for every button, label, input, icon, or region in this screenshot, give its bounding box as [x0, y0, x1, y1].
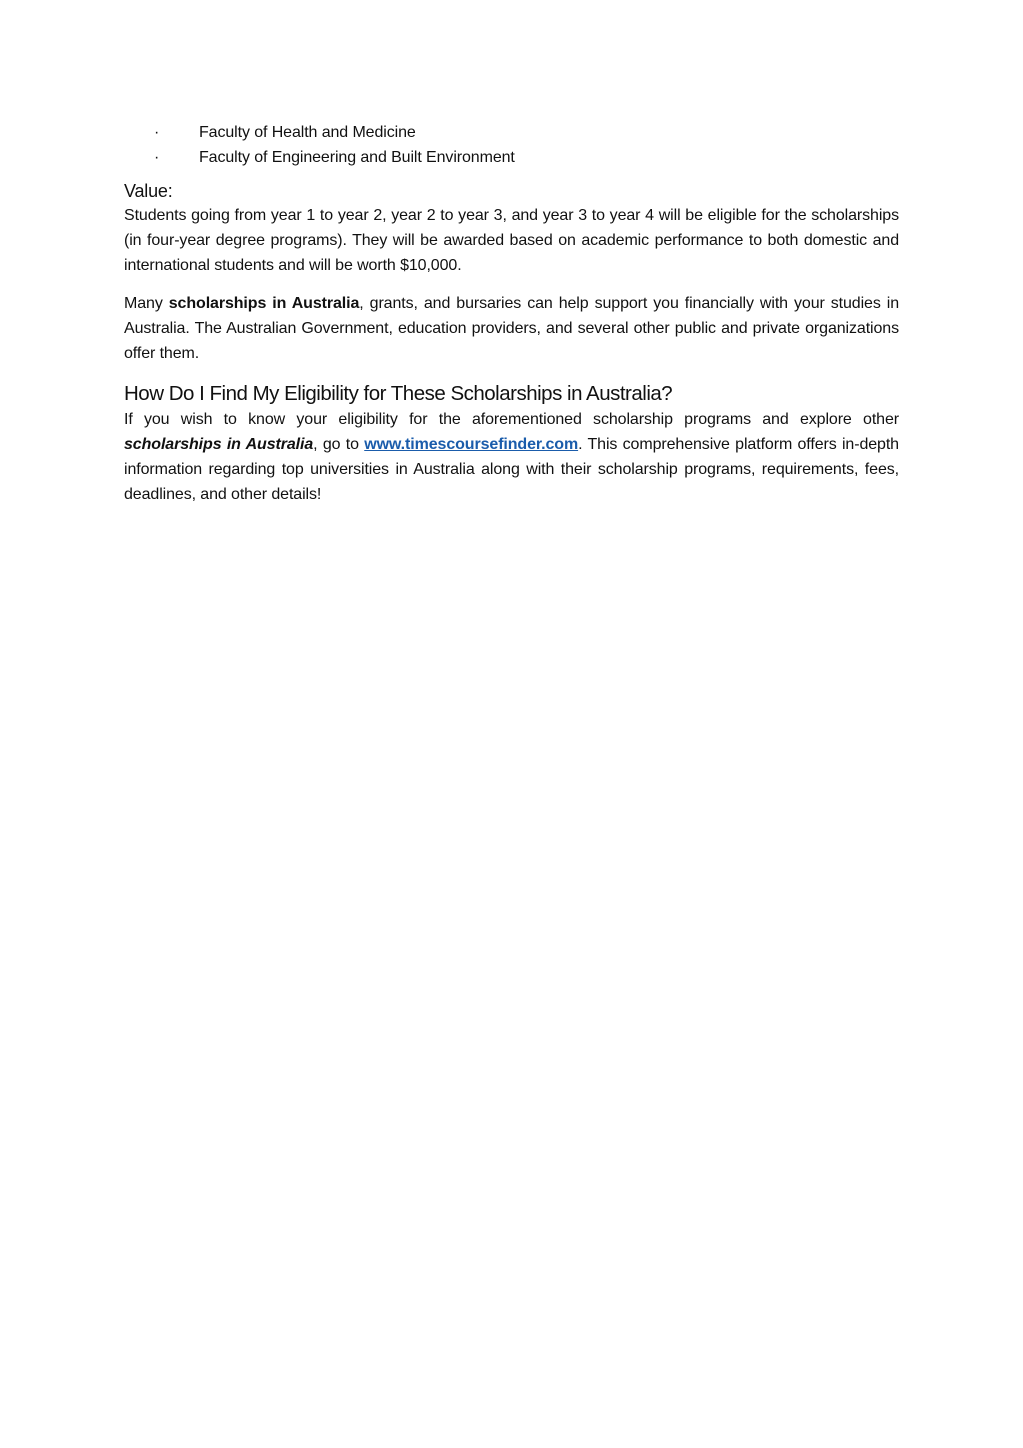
- paragraph-lead-text: Many: [124, 295, 169, 312]
- paragraph-rest-text: . This comprehensive platform offers in-depth information regarding top universities in Australia along with their scholarship programs, requirements, fees, deadlines, and other details!: [124, 436, 899, 503]
- timescoursefinder-link[interactable]: www.timescoursefinder.com: [364, 436, 579, 453]
- eligibility-heading: How Do I Find My Eligibility for These Scholarships in Australia?: [124, 382, 673, 405]
- list-item: [124, 145, 899, 170]
- bold-phrase: scholarships in Australia: [168, 295, 360, 312]
- bullet-dot: ·: [154, 124, 160, 141]
- list-item-text: Faculty of Engineering and Built Environment: [199, 149, 515, 166]
- faculty-list: [124, 120, 899, 170]
- list-item-text: Faculty of Health and Medicine: [199, 124, 416, 141]
- value-heading: Value:: [124, 181, 173, 201]
- list-item: [124, 120, 899, 145]
- scholarships-paragraph: [124, 291, 899, 366]
- bold-italic-phrase: scholarships in Australia: [124, 436, 314, 453]
- paragraph-mid-text: , go to: [313, 436, 365, 453]
- value-paragraph: Students going from year 1 to year 2, year 2 to year 3, and year 3 to year 4 will be eligible for the scholarships (in four-year degree programs). They will be awarded based on academic performance to both domestic and international students and will be worth $10,000.: [124, 207, 899, 274]
- paragraph-rest-text: , grants, and bursaries can help support you financially with your studies in Australia. The Australian Government, education providers, and several other public and private organizations offer them.: [124, 295, 899, 362]
- document-page: [124, 120, 899, 507]
- bullet-dot: ·: [154, 149, 160, 166]
- paragraph-lead-text: If you wish to know your eligibility for the aforementioned scholarship programs and explore other: [124, 411, 899, 428]
- eligibility-paragraph: [124, 407, 899, 507]
